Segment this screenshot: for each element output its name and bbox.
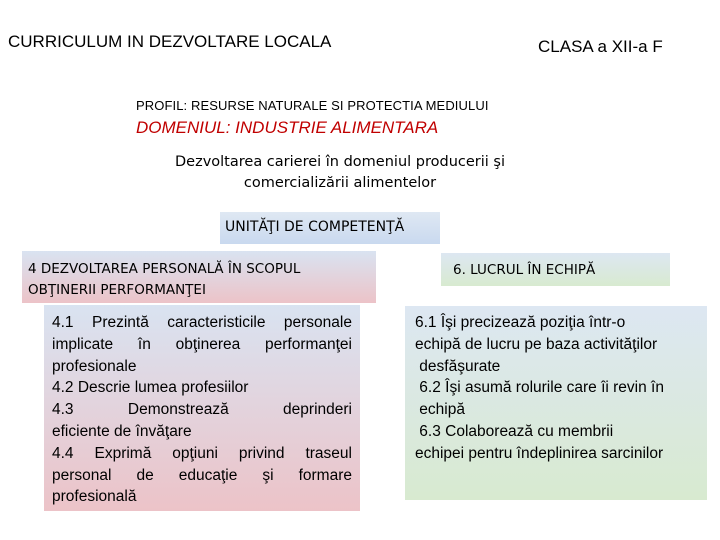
- career-development-line: comercializării alimentelor: [243, 175, 437, 191]
- competence-line: implicate în obţinerea performanţei: [52, 335, 352, 353]
- competence-word: deprinderi: [283, 401, 352, 419]
- competence-line: desfăşurate: [415, 357, 501, 375]
- competence-line: 6.3 Colaborează cu membrii: [415, 422, 614, 440]
- unit-6-box: [441, 253, 670, 286]
- competence-line: personal de educaţie şi formare: [52, 466, 352, 484]
- competence-word: Demonstrează: [127, 401, 229, 419]
- profile-label: PROFIL: RESURSE NATURALE SI PROTECTIA MEDIULUI: [136, 98, 489, 113]
- competence-line: [52, 399, 352, 421]
- career-development-line: Dezvoltarea carierei în domeniul producerii şi: [175, 154, 505, 170]
- competence-line: eficiente de învăţare: [52, 422, 192, 440]
- page-title: CURRICULUM IN DEZVOLTARE LOCALA: [8, 32, 332, 51]
- competence-line: echipei pentru îndeplinirea sarcinilor: [415, 444, 664, 462]
- competence-line: echipă: [415, 401, 465, 419]
- domain-label: DOMENIUL: INDUSTRIE ALIMENTARA: [136, 118, 439, 137]
- competence-line: 6.1 Îşi precizează poziţia într-o: [415, 314, 626, 331]
- unit-4-box: [22, 251, 376, 303]
- competence-units-heading: UNITĂŢI DE COMPETENŢĂ: [220, 212, 440, 244]
- competence-line: 4.4 Exprimă opţiuni privind traseul: [52, 444, 352, 462]
- competence-line: 4.1 Prezintă caracteristicile personale: [52, 314, 352, 331]
- unit-4-title-line: OBŢINERII PERFORMANŢEI: [28, 282, 206, 298]
- competence-line: profesională: [52, 488, 137, 506]
- unit-6-title: 6. LUCRUL ÎN ECHIPĂ: [453, 262, 596, 278]
- competence-line: profesionale: [52, 357, 137, 375]
- unit-6-competences-list: [405, 306, 707, 500]
- competence-number: 4.3: [52, 401, 74, 419]
- competence-line: echipă de lucru pe baza activităţilor: [415, 335, 658, 353]
- class-label: CLASA a XII-a F: [538, 37, 663, 56]
- competence-line: 4.2 Descrie lumea profesiilor: [52, 379, 249, 397]
- unit-4-competences-list: [44, 305, 360, 511]
- competence-line: 6.2 Îşi asumă rolurile care îi revin în: [415, 379, 664, 397]
- career-development-text: [150, 152, 530, 194]
- unit-4-title-line: 4 DEZVOLTAREA PERSONALĂ ÎN SCOPUL: [28, 261, 301, 277]
